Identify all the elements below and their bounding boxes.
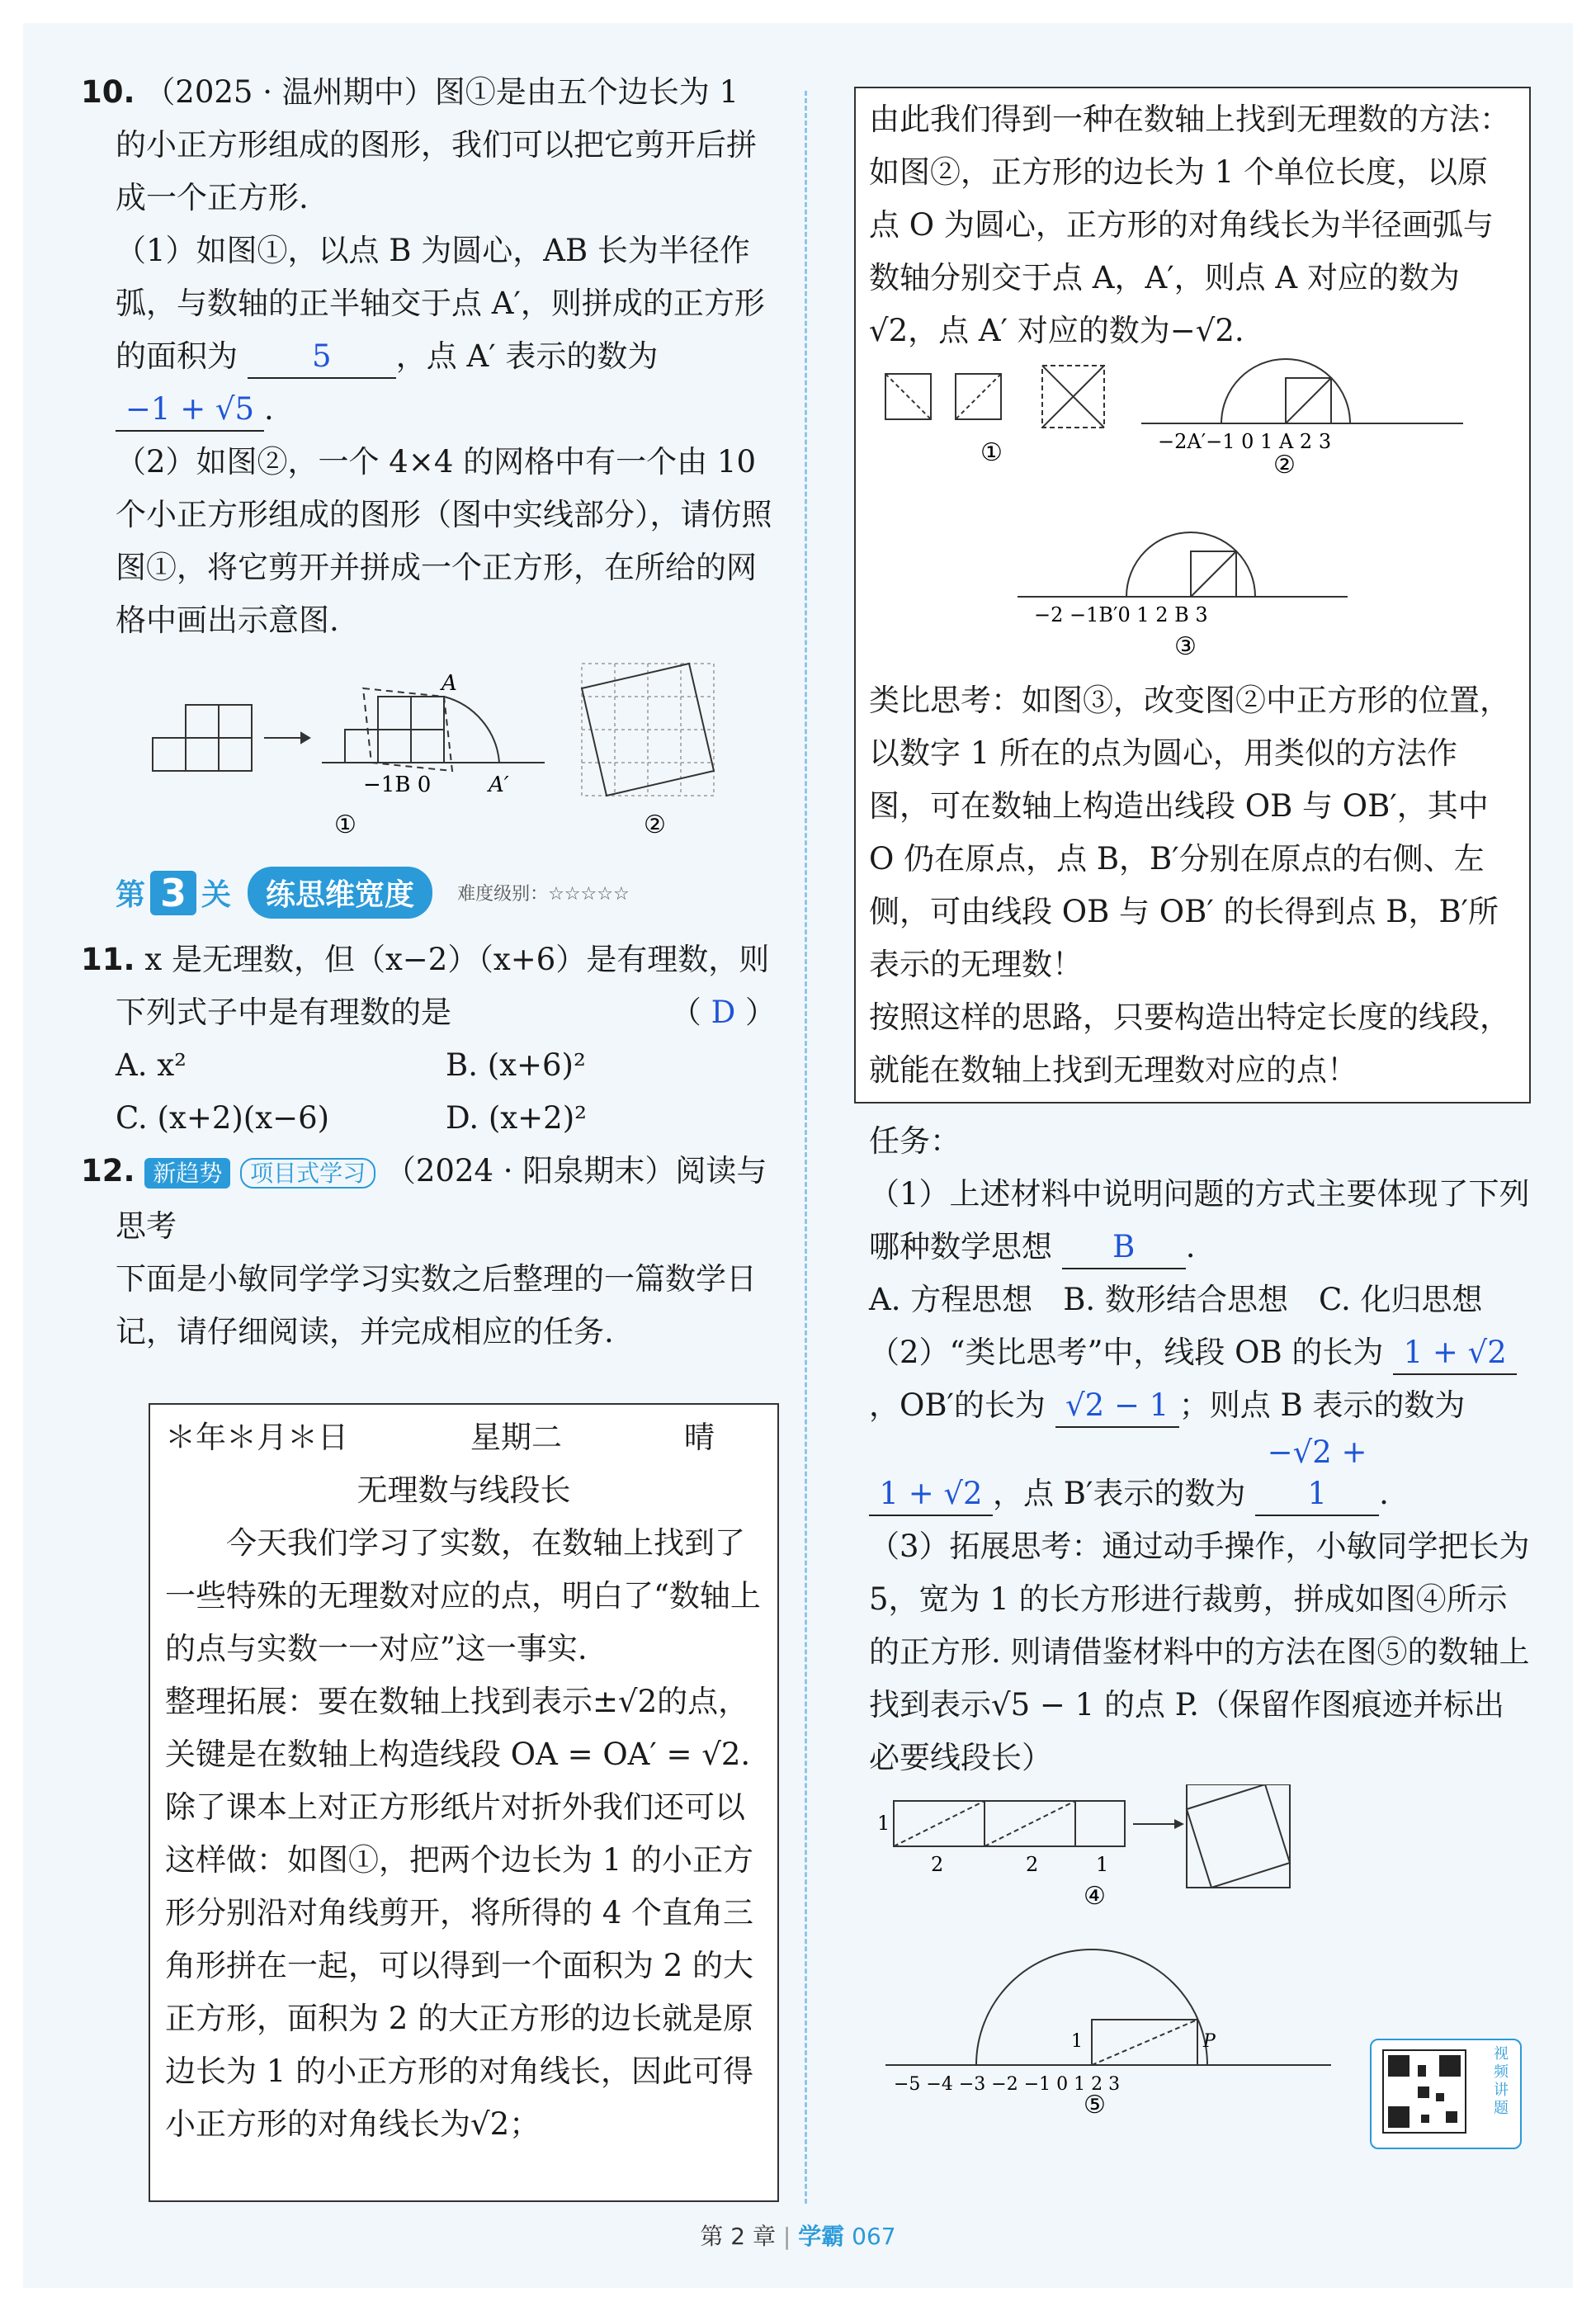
fig2-caption: ② [1273,451,1296,480]
task-title: 任务： [869,1123,961,1159]
diary-title: 无理数与线段长 [357,1472,571,1508]
q12-number: 12. [81,1153,135,1189]
fig4-caption: ④ [1084,1882,1106,1911]
stage-post: 关 [201,878,232,912]
diary-date: ＊年＊月＊日 星期二 晴 [165,1420,715,1455]
task2-answer3: 1 + √2 [879,1476,983,1511]
diary-body: 今天我们学习了实数，在数轴上找到了一些特殊的无理数对应的点，明白了“数轴上的点与实数一一对应”这一事实. [165,1525,761,1666]
q10-stem: 图①是由五个边长为 1 的小正方形组成的图形，我们可以把它剪开后拼成一个正方形. [116,74,757,215]
footer-page-number: 067 [852,2223,896,2250]
right-diary-box [854,87,1531,1104]
qr-code[interactable] [1370,2039,1522,2149]
q10-figure-svg [116,655,776,845]
q10 [81,66,776,845]
q10-fig1-right [322,688,545,771]
q10-label-aprime: A′ [489,773,509,797]
q12-tag-trend: 新趋势 [144,1158,230,1189]
q12-source: （2024 · 阳泉期末） [385,1153,676,1189]
q10-answer-area-value: 5 [311,338,332,374]
q10-part2: （2）如图②，一个 4×4 的网格中有一个由 10 个小正方形组成的图形（图中实线部分），请仿照图①，将它剪开并拼成一个正方形，在所给的网格中画出示意图. [116,444,772,638]
right-box-text1: 由此我们得到一种在数轴上找到无理数的方法：如图②，正方形的边长为 1 个单位长度，以原点 O 为圆心，正方形的对角线长为半径画弧与数轴分别交于点 A，A′，则点 A 对应的数为√2，点 A′ 对应的数为−√2. [869,102,1510,348]
stage-pre: 第 [116,878,146,912]
q10-figures [116,655,776,845]
task2-answer4: −√2 + 1 [1267,1434,1367,1511]
q11-options-row1 [116,1039,776,1092]
q11 [81,933,776,1145]
q10-answer-point-value: −1 + √5 [125,391,255,427]
task2-answer2: √2 − 1 [1065,1387,1169,1423]
stage-header [116,867,776,919]
q11-answer: D [711,995,736,1030]
qr-label: 视频讲题 [1494,2045,1509,2117]
q11-stem-line [81,933,776,1039]
task1-blank [1062,1226,1186,1269]
q12-tag-project: 项目式学习 [240,1158,375,1189]
qr-code-icon [1372,2040,1487,2144]
right-column [854,87,1531,2118]
task1-options: A. 方程思想 B. 数形结合思想 C. 化归思想 [869,1282,1483,1317]
task2-blank4 [1255,1432,1379,1516]
column-divider [805,91,807,2204]
task3: （3）拓展思考：通过动手操作，小敏同学把长为 5，宽为 1 的长方形进行裁剪，拼成如图④所示的正方形. 则请借鉴材料中的方法在图⑤的数轴上找到表示√5 − 1 的点 P.（保留作图痕迹并标出必要线段长） [869,1529,1530,1775]
task2-text-a: （2）“类比思考”中，线段 OB 的长为 [869,1335,1384,1370]
fig4-label-2b: 2 [1026,1853,1039,1876]
task2-text-c: ；则点 B 表示的数为 [1178,1387,1466,1423]
stage-number: 3 [150,871,196,915]
q10-answer-point [116,389,264,432]
diary-body-2: 整理拓展：要在数轴上找到表示±√2的点，关键是在数轴上构造线段 OA = OA′ = √2. 除了课本上对正方形纸片对折外我们还可以这样做：如图①，把两个边长为 1 的小正方形分别沿对角线剪开，将所得的 4 个直角三角形拼在一起，可以得到一个面积为 2 的大正方形，面积为 2 的大正方形的边长就是原边长为 1 的小正方形的对角线长，因此可得小正方形的对角线长为√2； [165,1684,754,2142]
q10-stem-line [81,66,776,224]
q12-tasks [869,1115,1531,2118]
q12-intro: 下面是小敏同学学习实数之后整理的一篇数学日记，请仔细阅读，并完成相应的任务. [116,1261,757,1349]
q11-number: 11. [81,942,135,977]
q10-part1-text: （1）如图①，以点 B 为圆心，AB 长为半径作弧，与数轴的正半轴交于点 A′，则拼成的正方形的面积为 [116,233,765,374]
q11-options-row2 [116,1092,776,1145]
fig5-label-p: P [1203,2031,1216,2052]
q10-label-b: −1B 0 [363,773,432,797]
fig5-label-1: 1 [1071,2031,1083,2052]
q10-source: （2025 · 温州期中） [144,74,435,110]
task2-blank2 [1055,1385,1179,1428]
task1: （1）上述材料中说明问题的方式主要体现了下列哪种数学思想 B . [869,1168,1531,1274]
task2-blank3 [869,1473,993,1516]
fig1-caption: ① [980,438,1003,467]
task2-text-d: ，点 B′表示的数为 [993,1476,1246,1511]
q12-left [81,1145,776,1359]
right-box-text3: 按照这样的思路，只要构造出特定长度的线段，就能在数轴上找到无理数对应的点！ [869,1000,1510,1088]
q11-option-d: D. (x+2)² [446,1100,587,1136]
stage-difficulty: 难度级别：☆☆☆☆☆ [457,884,630,905]
fig3-drawing [1018,532,1348,597]
fig5-caption: ⑤ [1084,2091,1106,2115]
q11-answer-bracket: （ D ） [670,995,776,1030]
fig1-squares [885,366,1104,428]
fig4-drawing [894,1784,1290,1888]
task1-answer: B [1112,1229,1136,1264]
fig4-label-2a: 2 [931,1853,944,1876]
task2: （2）“类比思考”中，线段 OB 的长为 1 + √2，OB′的长为 √2 − 1 ；则点 B 表示的数为 1 + √2 ，点 B′表示的数为 −√2 + 1 . [869,1326,1531,1520]
fig4-label-1: 1 [877,1812,890,1835]
page-footer: 第 2 章 | 学霸 067 [700,2223,896,2250]
q10-fig1-caption: ① [334,811,357,839]
fig2-ticks: −2A′−1 0 1 A 2 3 [1158,430,1332,453]
q10-answer-area [248,336,396,379]
right-figures-svg [869,357,1513,671]
left-column [81,66,776,1359]
fig3-caption: ③ [1174,632,1197,661]
diary-box [149,1403,779,2202]
q10-part1-text2: ，点 A′ 表示的数为 [395,338,659,374]
task2-blank1 [1393,1332,1517,1375]
stage-title: 练思维宽度 [248,867,432,919]
q11-option-b: B. (x+6)² [446,1047,586,1083]
q10-fig2-caption: ② [644,811,666,839]
task2-text-b: ，OB′的长为 [869,1387,1046,1423]
task2-answer1: 1 + √2 [1403,1335,1507,1370]
fig5-ticks: −5 −4 −3 −2 −1 0 1 2 3 [894,2074,1121,2095]
right-box-text2: 类比思考：如图③，改变图②中正方形的位置，以数字 1 所在的点为圆心，用类似的方法作图，可在数轴上构造出线段 OB 与 OB′，其中 O 仍在原点，点 B，B′分别在原点的右侧、左侧，可由线段 OB 与 OB′ 的长得到点 B，B′所表示的无理数！ [869,683,1510,982]
q12-stem-line [81,1145,776,1253]
fig2-drawing [1141,359,1463,423]
q12-title: 阅读与思考 [116,1153,767,1244]
q10-label-a: A [441,671,457,696]
fig3-ticks: −2 −1B′0 1 2 B 3 [1034,603,1208,626]
q11-option-c: C. (x+2)(x−6) [116,1100,330,1136]
q11-option-a: A. x² [116,1047,187,1083]
task1-text: （1）上述材料中说明问题的方式主要体现了下列哪种数学思想 [869,1176,1530,1264]
fig4-label-1b: 1 [1096,1853,1109,1876]
q10-number: 10. [81,74,135,110]
fig5-drawing [885,1949,1331,2065]
footer-chapter: 第 2 章 [700,2223,776,2250]
q11-stem: x 是无理数，但（x−2）（x+6）是有理数，则下列式子中是有理数的是 [116,942,770,1030]
q10-fig1-shape [153,705,252,771]
q10-part1: （1）如图①，以点 B 为圆心，AB 长为半径作弧，与数轴的正半轴交于点 A′，则拼成的正方形的面积为 5 ，点 A′ 表示的数为 −1 + √5 . [116,224,776,436]
footer-brand: 学霸 [798,2223,845,2250]
